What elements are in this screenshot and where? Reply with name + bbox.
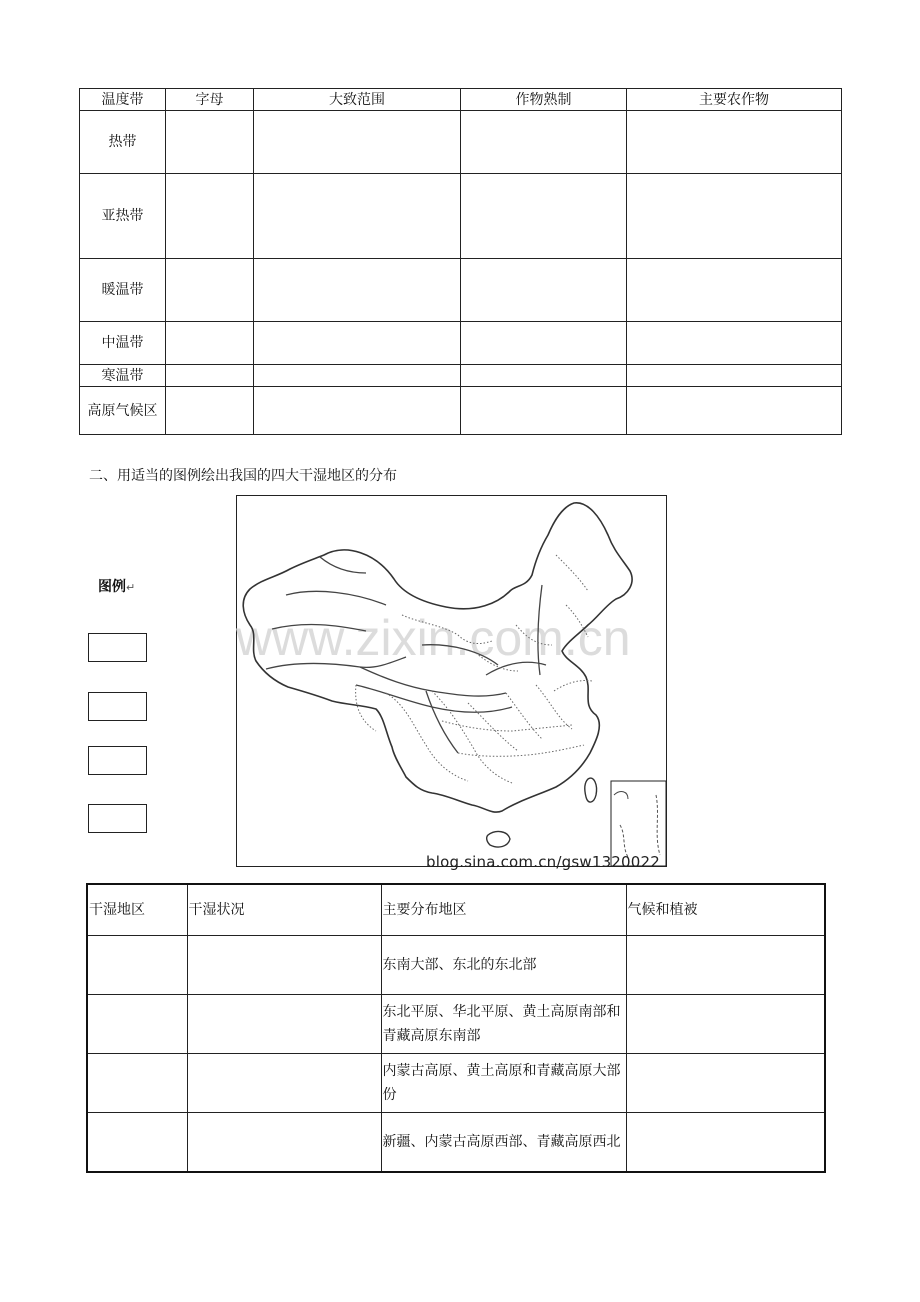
table-header-row [80, 89, 842, 111]
blank-cell[interactable] [461, 365, 627, 387]
legend-box[interactable] [88, 804, 147, 833]
zone-label: 热带 [80, 111, 166, 174]
blank-cell[interactable] [627, 259, 842, 322]
blank-cell[interactable] [627, 387, 842, 435]
blank-cell[interactable] [254, 174, 461, 259]
table-row [80, 111, 842, 174]
legend-box[interactable] [88, 633, 147, 662]
header-cell: 作物熟制 [461, 89, 627, 111]
distribution-cell: 新疆、内蒙古高原西部、青藏高原西北 [381, 1113, 626, 1173]
blank-cell[interactable] [626, 936, 825, 995]
zone-label: 亚热带 [80, 174, 166, 259]
table-row [80, 387, 842, 435]
section-heading: 二、用适当的图例绘出我国的四大干湿地区的分布 [89, 468, 397, 484]
blank-cell[interactable] [166, 387, 254, 435]
table-row [80, 174, 842, 259]
blank-cell[interactable] [187, 936, 381, 995]
distribution-cell: 东南大部、东北的东北部 [381, 936, 626, 995]
blank-cell[interactable] [461, 259, 627, 322]
zone-label: 中温带 [80, 322, 166, 365]
legend-title-text: 图例 [98, 579, 126, 595]
blank-cell[interactable] [626, 1113, 825, 1173]
blank-cell[interactable] [626, 995, 825, 1054]
header-cell: 字母 [166, 89, 254, 111]
header-cell: 主要农作物 [627, 89, 842, 111]
blank-cell[interactable] [187, 995, 381, 1054]
zone-label: 寒温带 [80, 365, 166, 387]
blank-cell[interactable] [87, 936, 187, 995]
blank-cell[interactable] [627, 322, 842, 365]
header-cell: 气候和植被 [626, 884, 825, 936]
blank-cell[interactable] [461, 174, 627, 259]
table-row [87, 936, 825, 995]
table-row [87, 995, 825, 1054]
blank-cell[interactable] [627, 365, 842, 387]
table-header-row [87, 884, 825, 936]
dry-wet-region-table [86, 883, 826, 1173]
blank-cell[interactable] [87, 995, 187, 1054]
blank-cell[interactable] [187, 1054, 381, 1113]
blank-cell[interactable] [87, 1054, 187, 1113]
map-frame [237, 496, 667, 867]
header-cell: 温度带 [80, 89, 166, 111]
blank-cell[interactable] [461, 111, 627, 174]
header-cell: 干湿状况 [187, 884, 381, 936]
table-row [80, 365, 842, 387]
blank-cell[interactable] [627, 174, 842, 259]
blog-url-caption: blog.sina.com.cn/gsw1320022 [426, 853, 661, 871]
blank-cell[interactable] [254, 365, 461, 387]
blank-cell[interactable] [254, 111, 461, 174]
zone-label: 暖温带 [80, 259, 166, 322]
blank-cell[interactable] [461, 322, 627, 365]
blank-cell[interactable] [166, 322, 254, 365]
blank-cell[interactable] [87, 1113, 187, 1173]
watermark-text: www.zixin.com.cn [236, 610, 631, 666]
table-row [80, 259, 842, 322]
header-cell: 大致范围 [254, 89, 461, 111]
blank-cell[interactable] [626, 1054, 825, 1113]
blank-cell[interactable] [254, 322, 461, 365]
legend-box[interactable] [88, 746, 147, 775]
blank-cell[interactable] [461, 387, 627, 435]
legend-title [98, 576, 135, 596]
zone-label: 高原气候区 [80, 387, 166, 435]
blank-cell[interactable] [166, 259, 254, 322]
blank-cell[interactable] [254, 259, 461, 322]
blank-cell[interactable] [627, 111, 842, 174]
temperature-zone-table [79, 88, 842, 435]
paragraph-mark-icon: ↵ [126, 581, 136, 594]
blank-cell[interactable] [166, 365, 254, 387]
blank-cell[interactable] [166, 111, 254, 174]
table-row [80, 322, 842, 365]
table-row [87, 1054, 825, 1113]
blank-cell[interactable] [187, 1113, 381, 1173]
distribution-cell: 内蒙古高原、黄土高原和青藏高原大部份 [381, 1054, 626, 1113]
china-outline-map[interactable] [236, 495, 667, 867]
header-cell: 主要分布地区 [381, 884, 626, 936]
blank-cell[interactable] [166, 174, 254, 259]
legend-box[interactable] [88, 692, 147, 721]
blank-cell[interactable] [254, 387, 461, 435]
distribution-cell: 东北平原、华北平原、黄土高原南部和青藏高原东南部 [381, 995, 626, 1054]
header-cell: 干湿地区 [87, 884, 187, 936]
table-row [87, 1113, 825, 1173]
